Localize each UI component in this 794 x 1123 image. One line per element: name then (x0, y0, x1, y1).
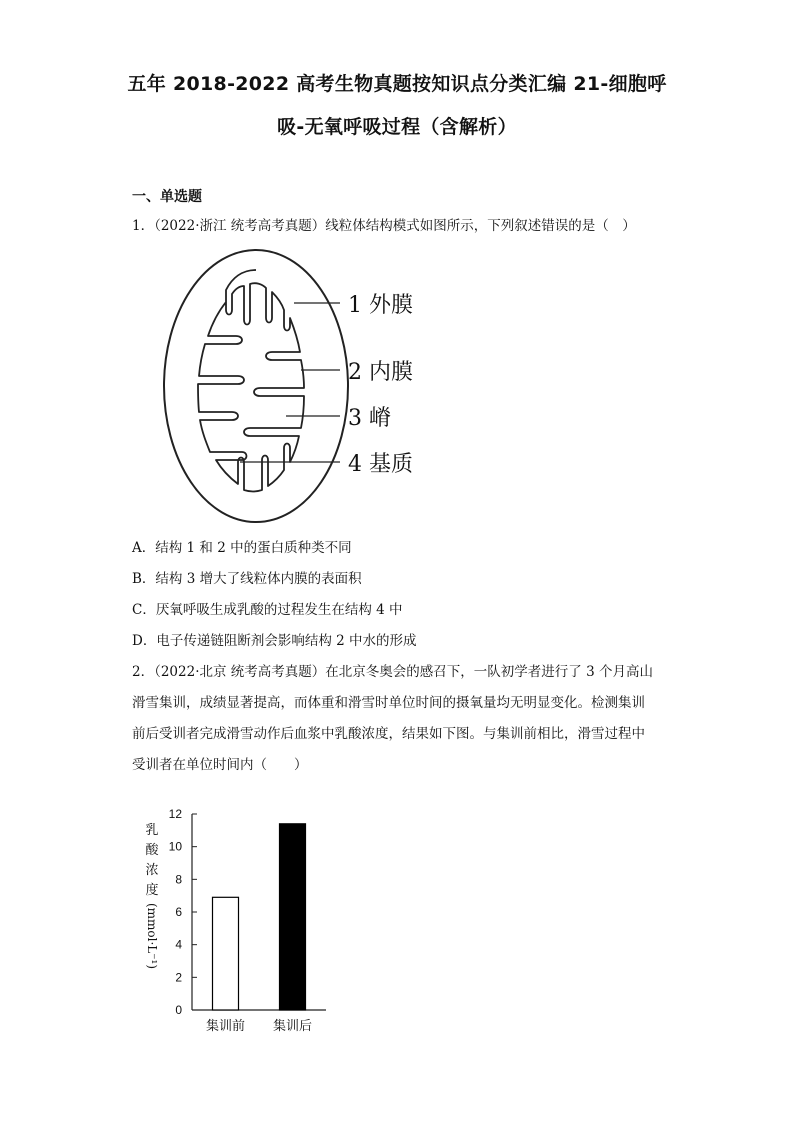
question-1-stem: 1．（2022·浙江 统考高考真题）线粒体结构模式如图所示，下列叙述错误的是（ ） (132, 218, 636, 234)
bar (213, 897, 239, 1010)
question-2-line-2: 滑雪集训，成绩显著提高，而体重和滑雪时单位时间的摄氧量均无明显变化。检测集训 (132, 695, 645, 711)
y-tick-label: 12 (168, 807, 182, 821)
document-title-line-1: 五年 2018-2022 高考生物真题按知识点分类汇编 21-细胞呼 (127, 73, 667, 95)
y-tick-label: 10 (168, 839, 182, 854)
figure-label-2: 2 内膜 (348, 360, 413, 385)
y-tick-label: 8 (175, 872, 182, 887)
x-tick-label: 集训后 (272, 1019, 313, 1034)
option-a: A．结构 1 和 2 中的蛋白质种类不同 (132, 540, 352, 556)
y-axis-label-char: 度 (145, 883, 159, 898)
y-axis-label-unit: (mmol·L⁻¹) (145, 902, 159, 970)
y-tick-label: 2 (175, 970, 182, 985)
figure-label-1: 1 外膜 (348, 293, 413, 318)
question-2-line-4: 受训者在单位时间内（ ） (132, 757, 308, 773)
figure-label-4: 4 基质 (348, 452, 413, 477)
y-axis-label-char: 乳 (145, 823, 159, 838)
mitochondrion-diagram (160, 248, 460, 528)
inner-membrane (198, 270, 304, 492)
bar (280, 824, 306, 1010)
outer-membrane (164, 250, 348, 522)
question-2-line-1: 2．（2022·北京 统考高考真题）在北京冬奥会的感召下，一队初学者进行了 3 个月高山 (132, 664, 653, 680)
option-c: C．厌氧呼吸生成乳酸的过程发生在结构 4 中 (132, 602, 403, 618)
question-2-line-3: 前后受训者完成滑雪动作后血浆中乳酸浓度，结果如下图。与集训前相比，滑雪过程中 (132, 726, 645, 742)
document-title-line-2: 吸-无氧呼吸过程（含解析） (277, 116, 517, 138)
section-heading: 一、单选题 (132, 189, 202, 205)
option-d: D．电子传递链阻断剂会影响结构 2 中水的形成 (132, 633, 417, 649)
lactate-bar-chart (130, 800, 350, 1050)
y-axis-label-char: 浓 (145, 863, 159, 878)
y-tick-label: 6 (175, 905, 182, 919)
figure-label-3: 3 嵴 (348, 406, 391, 431)
option-b: B．结构 3 增大了线粒体内膜的表面积 (132, 571, 362, 587)
y-tick-label: 4 (175, 937, 182, 952)
y-axis-label-char: 酸 (145, 843, 159, 858)
y-tick-label: 0 (175, 1003, 182, 1017)
x-tick-label: 集训前 (205, 1019, 246, 1034)
